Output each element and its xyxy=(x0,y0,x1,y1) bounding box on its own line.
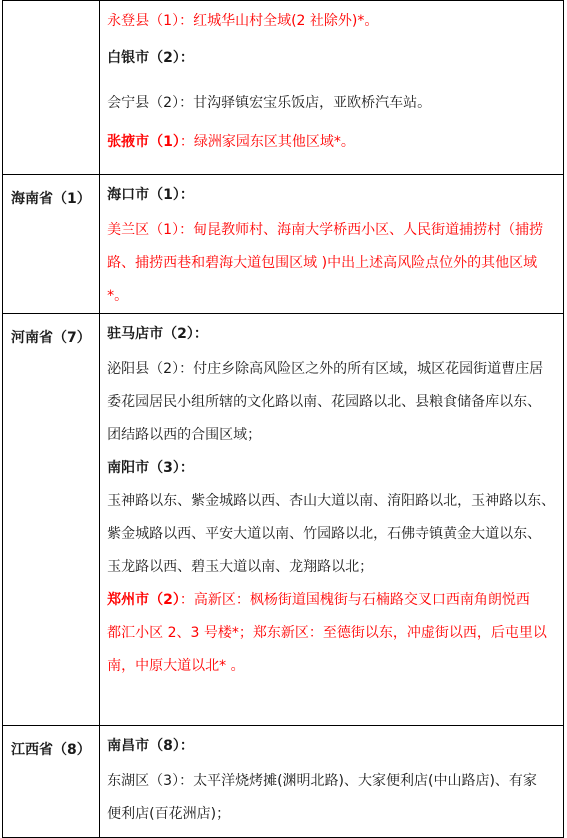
city-entry xyxy=(107,126,556,159)
province-cell xyxy=(3,175,100,314)
province-cell xyxy=(3,314,100,726)
province-label: 江西省（8） xyxy=(11,742,91,758)
district-entry-line: 美兰区（1）：甸昆教师村、海南大学桥西小区、人民街道捕捞村（捕捞 xyxy=(107,222,544,238)
city-name: 张掖市（1） xyxy=(107,134,180,150)
district-entry-line: 便利店(百花洲店)； xyxy=(107,806,231,822)
risk-area-table xyxy=(2,0,564,838)
district-entry: 永登县（1）：红城华山村全域(2 社除外)*。 xyxy=(107,13,379,29)
district-entry-line: 泌阳县（2）：付庄乡除高风险区之外的所有区域，城区花园街道曹庄居 xyxy=(107,361,544,377)
province-cell xyxy=(3,726,100,838)
district-entry-line: 玉神路以东、紫金城路以西、杏山大道以南、淯阳路以北，玉神路以东、 xyxy=(107,493,556,509)
district-entry: 会宁县（2）：甘沟驿镇宏宝乐饭店，亚欧桥汽车站。 xyxy=(107,95,432,111)
content-cell xyxy=(100,726,564,838)
city-entry xyxy=(107,584,556,617)
district-entry-line: 委花园居民小组所辖的文化路以南、花园路以北、县粮食储备库以东、 xyxy=(107,394,542,410)
content-cell xyxy=(100,314,564,726)
table-row xyxy=(3,175,564,314)
province-cell xyxy=(3,1,100,175)
district-entry-line: 路、捕捞西巷和碧海大道包围区域 )中出上述高风险点位外的其他区域*。 xyxy=(107,255,538,304)
district-entry-line: 紫金城路以西、平安大道以南、竹园路以北，石佛寺镇黄金大道以东、 xyxy=(107,526,542,542)
city-heading: 海口市（1）： xyxy=(107,187,194,203)
city-heading: 南阳市（3）： xyxy=(107,460,194,476)
content-cell xyxy=(100,1,564,175)
content-cell xyxy=(100,175,564,314)
city-name: 郑州市（2） xyxy=(107,592,180,608)
district-entry-line: 团结路以西的合围区域； xyxy=(107,427,262,443)
city-heading: 驻马店市（2）： xyxy=(107,326,208,342)
province-label: 海南省（1） xyxy=(11,191,91,207)
province-label xyxy=(3,1,99,15)
table-row xyxy=(3,314,564,726)
table-row xyxy=(3,726,564,838)
district-entry-line: 南，中原大道以北* 。 xyxy=(107,658,245,674)
district-entry-line: 东湖区（3）：太平洋烧烤摊(渊明北路)、大家便利店(中山路店)、有家 xyxy=(107,773,537,789)
district-entry-line: 都汇小区 2、3 号楼*；郑东新区：至德街以东，冲虚街以西，后屯里以 xyxy=(107,625,547,641)
province-label: 河南省（7） xyxy=(11,330,91,346)
city-detail: ：绿洲家园东区其他区域*。 xyxy=(179,134,355,150)
city-heading: 白银市（2）： xyxy=(107,50,194,66)
table-row xyxy=(3,1,564,175)
city-heading: 南昌市（8）： xyxy=(107,738,194,754)
city-detail: ：高新区：枫杨街道国槐街与石楠路交叉口西南角朗悦西 xyxy=(179,592,530,608)
district-entry-line: 玉龙路以西、碧玉大道以南、龙翔路以北； xyxy=(107,559,374,575)
